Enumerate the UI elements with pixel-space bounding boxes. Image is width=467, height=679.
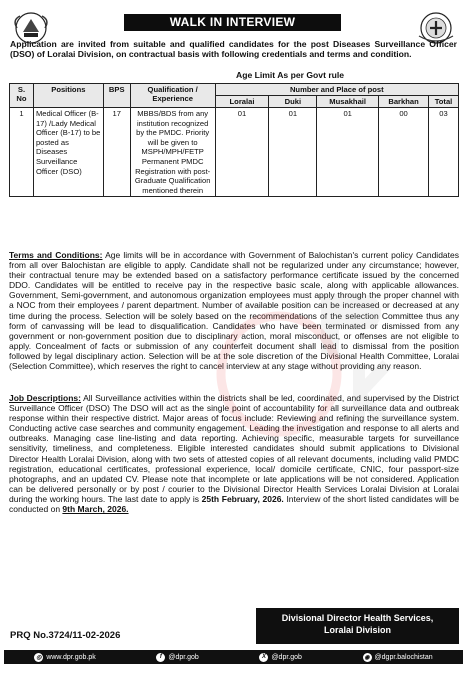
- jobs-text-part1: All Surveillance activities within the districts shall be led, coordinated, and supervised by the District Surveillance Officer (DSO) The DSO will act as the single point of accountability for all surveillance data and outbreak response within their respective district. Major areas of focus include: Reviewing and refining the surveillance system. Conducting active case searches and community engagement. Leading the investigation and response to all alerts and outbreaks. Managing case line-listing and data reporting. Achieving specific, measurable targets for surveillance sensitivity, timeliness, and completeness. Eligible interested candidates should submit applications to Divisional Director Health Loralai Division, along with two sets of attested copies of all relevant documents, including valid PMDC registration, educational certificates, professional experience, local/ domicile certificate, CNIC, four passport-size photographs, and an updated CV. Please note that incomplete or late applications will be not considered. Application can be delivered personally or by post / courier to the Divisional Director Health Services Loralai Division at Loralai during the working hours. The last date to apply is: [9, 393, 459, 504]
- cell-total-count: 03: [428, 108, 458, 197]
- intro-paragraph: Application are invited from suitable and qualified candidates for the post Diseases Surveillance Officer (DSO) of Loralai Division, on contractual basis with following credentials and terms and condition.: [10, 39, 457, 60]
- terms-text: Age limits will be in accordance with Government of Balochistan's current policy Candidates from all over Balochistan are eligible to apply. Candidate shall not be regularized under any circumstance; however, their contractual tenure may be extended based on a satisfactory performance certificate issued by the concerned DDO. Candidates will be entitled to receive pay in the respective basic scale, along with applicable allowances. Government, Semi-government, and autonomous organization employees must apply through the proper channel with a NOC from their employees / parent department. Number of available position can be increased or decreased at any time during the process. Selection will be solely based on the recommendations of the selection Committee thus any form of canvassing will be lead to disqualification. Candidates who have been terminated or dismissed from any government or non-government position due to disciplinary action, moral misconduct, or offenses are not eligible to apply. Concealment of facts or submission of any counterfeit document shall lead to dismissal from the position followed by legal disciplinary action. Selection will be at the sole discretion of the Divisional Health Committee, Loralai (Selection Committee), which reserves the right to cancel interview at any stage without providing any reason.: [9, 250, 459, 372]
- facebook-link[interactable]: [156, 653, 198, 662]
- column-header-total: Total: [428, 96, 458, 108]
- column-header-bps: BPS: [103, 84, 130, 108]
- instagram-text: @dgpr.balochistan: [374, 653, 433, 661]
- column-header-duki: Duki: [269, 96, 317, 108]
- cell-duki-count: 01: [269, 108, 317, 197]
- cell-barkhan-count: 00: [379, 108, 429, 197]
- cell-musakhail-count: 01: [317, 108, 379, 197]
- column-header-loralai: Loralai: [215, 96, 269, 108]
- age-limit-note: Age Limit As per Govt rule: [236, 70, 345, 80]
- terms-heading: Terms and Conditions:: [9, 250, 103, 260]
- posts-table: [9, 83, 459, 197]
- table-row: [10, 108, 459, 197]
- instagram-link[interactable]: [363, 653, 433, 662]
- column-header-sno: S. No: [10, 84, 34, 108]
- cell-qualification: MBBS/BDS from any institution recognized by the PMDC. Priority will be given to MSPH/MPH/FETP Permanent PMDC Registration with post- Graduate Qualification mentioned therein: [130, 108, 215, 197]
- cell-bps: 17: [103, 108, 130, 197]
- facebook-text: @dpr.gob: [168, 653, 199, 661]
- cell-loralai-count: 01: [215, 108, 269, 197]
- instagram-icon: ◉: [364, 654, 370, 661]
- walk-in-interview-banner: WALK IN INTERVIEW: [124, 14, 341, 31]
- prq-number: PRQ No.3724/11-02-2026: [10, 630, 121, 641]
- website-text: www.dpr.gob.pk: [46, 653, 96, 661]
- facebook-icon: f: [156, 653, 165, 662]
- social-links-bar: [4, 650, 463, 664]
- column-header-barkhan: Barkhan: [379, 96, 429, 108]
- website-link[interactable]: [34, 653, 95, 662]
- column-header-qualification: Qualification / Experience: [130, 84, 215, 108]
- x-link[interactable]: [259, 653, 301, 662]
- cell-sno: 1: [10, 108, 34, 197]
- advertisement-page: [4, 4, 463, 675]
- terms-and-conditions: [9, 250, 459, 371]
- table-header-row: [10, 84, 459, 96]
- signatory-division: Loralai Division: [323, 625, 392, 635]
- x-icon: X: [259, 653, 268, 662]
- column-header-number-place: Number and Place of post: [215, 84, 458, 96]
- jobs-heading: Job Descriptions:: [9, 393, 81, 403]
- cell-position: Medical Officer (B-17) /Lady Medical Officer (B-17) to be posted as Diseases Surveillance Officer (DSO): [33, 108, 103, 197]
- signatory-title: Divisional Director Health Services,: [281, 613, 434, 623]
- interview-date: 9th March, 2026.: [62, 504, 129, 515]
- column-header-musakhail: Musakhail: [317, 96, 379, 108]
- job-descriptions: [9, 393, 459, 514]
- last-date: 25th February, 2026.: [201, 493, 284, 504]
- globe-icon: ◎: [36, 654, 42, 661]
- x-text: @dpr.gob: [271, 653, 302, 661]
- jobs-text-part2: Interview of the short listed candidates will be conducted on: [9, 493, 459, 515]
- signatory-block: [256, 608, 459, 644]
- column-header-positions: Positions: [33, 84, 103, 108]
